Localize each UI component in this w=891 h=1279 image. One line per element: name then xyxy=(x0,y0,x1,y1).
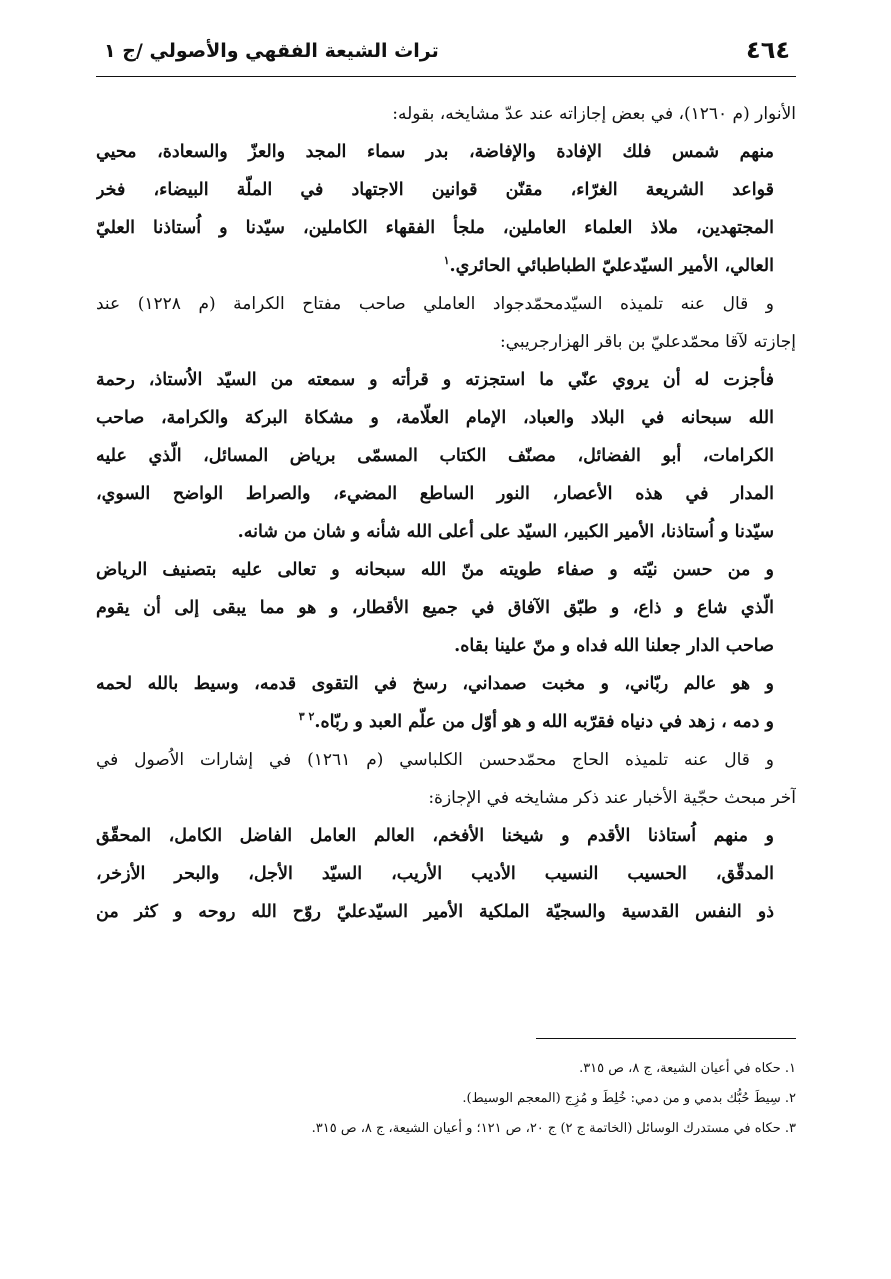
body-line-1: الأنوار (م ١٢٦٠)، في بعض إجازاته عند عدّ مشايخه، بقوله: xyxy=(392,104,796,124)
quote-line-13: و من حسن نيّته و صفاء طويته منّ الله سبحانه و تعالى عليه بتصنيف الرياض xyxy=(96,560,774,580)
quote-line-15: صاحب الدار جعلنا الله فداه و منّ علينا بقاه. xyxy=(454,636,774,656)
footnote-ref-2-3: ٢ ٣ xyxy=(298,710,315,724)
body-text xyxy=(96,95,796,931)
quote-line-9: الله سبحانه في البلاد والعباد، الإمام العلّامة، و مشكاة البركة والكرامة، صاحب xyxy=(96,408,774,428)
quote-line-21: المدقّق، الحسيب النسيب الأديب الأريب، السيّد الأجل، والبحر الأزخر، xyxy=(96,864,774,884)
footnote-1: ١. حكاه في أعيان الشيعة، ج ٨، ص ٣١٥. xyxy=(579,1061,796,1076)
page-number: ٤٦٤ xyxy=(746,36,790,64)
body-line-7: إجازته لآقا محمّدعليّ بن باقر الهزارجريبي: xyxy=(499,332,796,352)
quote-line-4: المجتهدين، ملاذ العلماء العاملين، ملجأ الفقهاء الكاملين، سيّدنا و اُستاذنا العليّ xyxy=(96,218,774,238)
quote-line-14: الّذي شاع و ذاع، و طبّق الآفاق في جميع الأقطار، و هو مما يبقى إلى أن يقوم xyxy=(96,598,774,618)
footnote-2: ٢. سِيطَ حُبُّك بدمي و من دمي: خُلِطَ و مُزِج (المعجم الوسيط). xyxy=(462,1091,796,1106)
page-header xyxy=(96,30,796,77)
body-line-6: و قال عنه تلميذه السيّدمحمّدجواد العاملي صاحب مفتاح الكرامة (م ١٢٢٨) عند xyxy=(96,294,774,314)
footnotes xyxy=(96,1054,796,1144)
footnote-3: ٣. حكاه في مستدرك الوسائل (الخاتمة ج ٢) ج ٢٠، ص ١٢١؛ و أعيان الشيعة، ج ٨، ص ٣١٥. xyxy=(311,1121,796,1136)
document-page xyxy=(96,30,796,1230)
footnote-ref-1: ١ xyxy=(443,254,450,268)
quote-line-8: فأجزت له أن يروي عنّي ما استجزته و قرأته و سمعته من السيّد الاُستاذ، رحمة xyxy=(96,370,774,390)
body-line-18: و قال عنه تلميذه الحاج محمّدحسن الكلباسي (م ١٢٦١) في إشارات الاُصول في xyxy=(96,750,774,770)
quote-line-20: و منهم اُستاذنا الأقدم و شيخنا الأفخم، العالم العامل الفاضل الكامل، المحقّق xyxy=(96,826,774,846)
quote-line-16: و هو عالم ربّاني، و مخبت صمداني، رسخ في التقوى قدمه، وسيط بالله لحمه xyxy=(96,674,774,694)
quote-line-5: العالي، الأمير السيّدعليّ الطباطبائي الحائري.$^١$ xyxy=(443,254,774,276)
quote-line-10: الكرامات، أبو الفضائل، مصنّف الكتاب المسمّى برياض المسائل، الّذي عليه xyxy=(96,446,774,466)
quote-line-17: و دمه ، زهد في دنياه فقرّبه الله و هو أوّل من علّم العبد و ربّاه.$^{٢ ٣}$ xyxy=(298,710,774,732)
quote-line-22: ذو النفس القدسية والسجيّة الملكية الأمير السيّدعليّ روّح الله روحه و كثر من xyxy=(96,902,774,922)
quote-line-2: منهم شمس فلك الإفادة والإفاضة، بدر سماء المجد والعزّ والسعادة، محيي xyxy=(96,142,774,162)
quote-line-11: المدار في هذه الأعصار، النور الساطع المضيء، والصراط الواضح السوي، xyxy=(96,484,774,504)
footnote-separator xyxy=(536,1038,796,1039)
running-title: تراث الشيعة الفقهي والأصولي /ج ١ xyxy=(104,40,439,62)
body-line-19: آخر مبحث حجّية الأخبار عند ذكر مشايخه في الإجازة: xyxy=(428,788,796,808)
quote-line-12: سيّدنا و اُستاذنا، الأمير الكبير، السيّد على أعلى الله شأنه و شان من شانه. xyxy=(237,522,774,542)
quote-line-3: قواعد الشريعة الغرّاء، مقنّن قوانين الاجتهاد في الملّة البيضاء، فخر xyxy=(96,180,774,200)
